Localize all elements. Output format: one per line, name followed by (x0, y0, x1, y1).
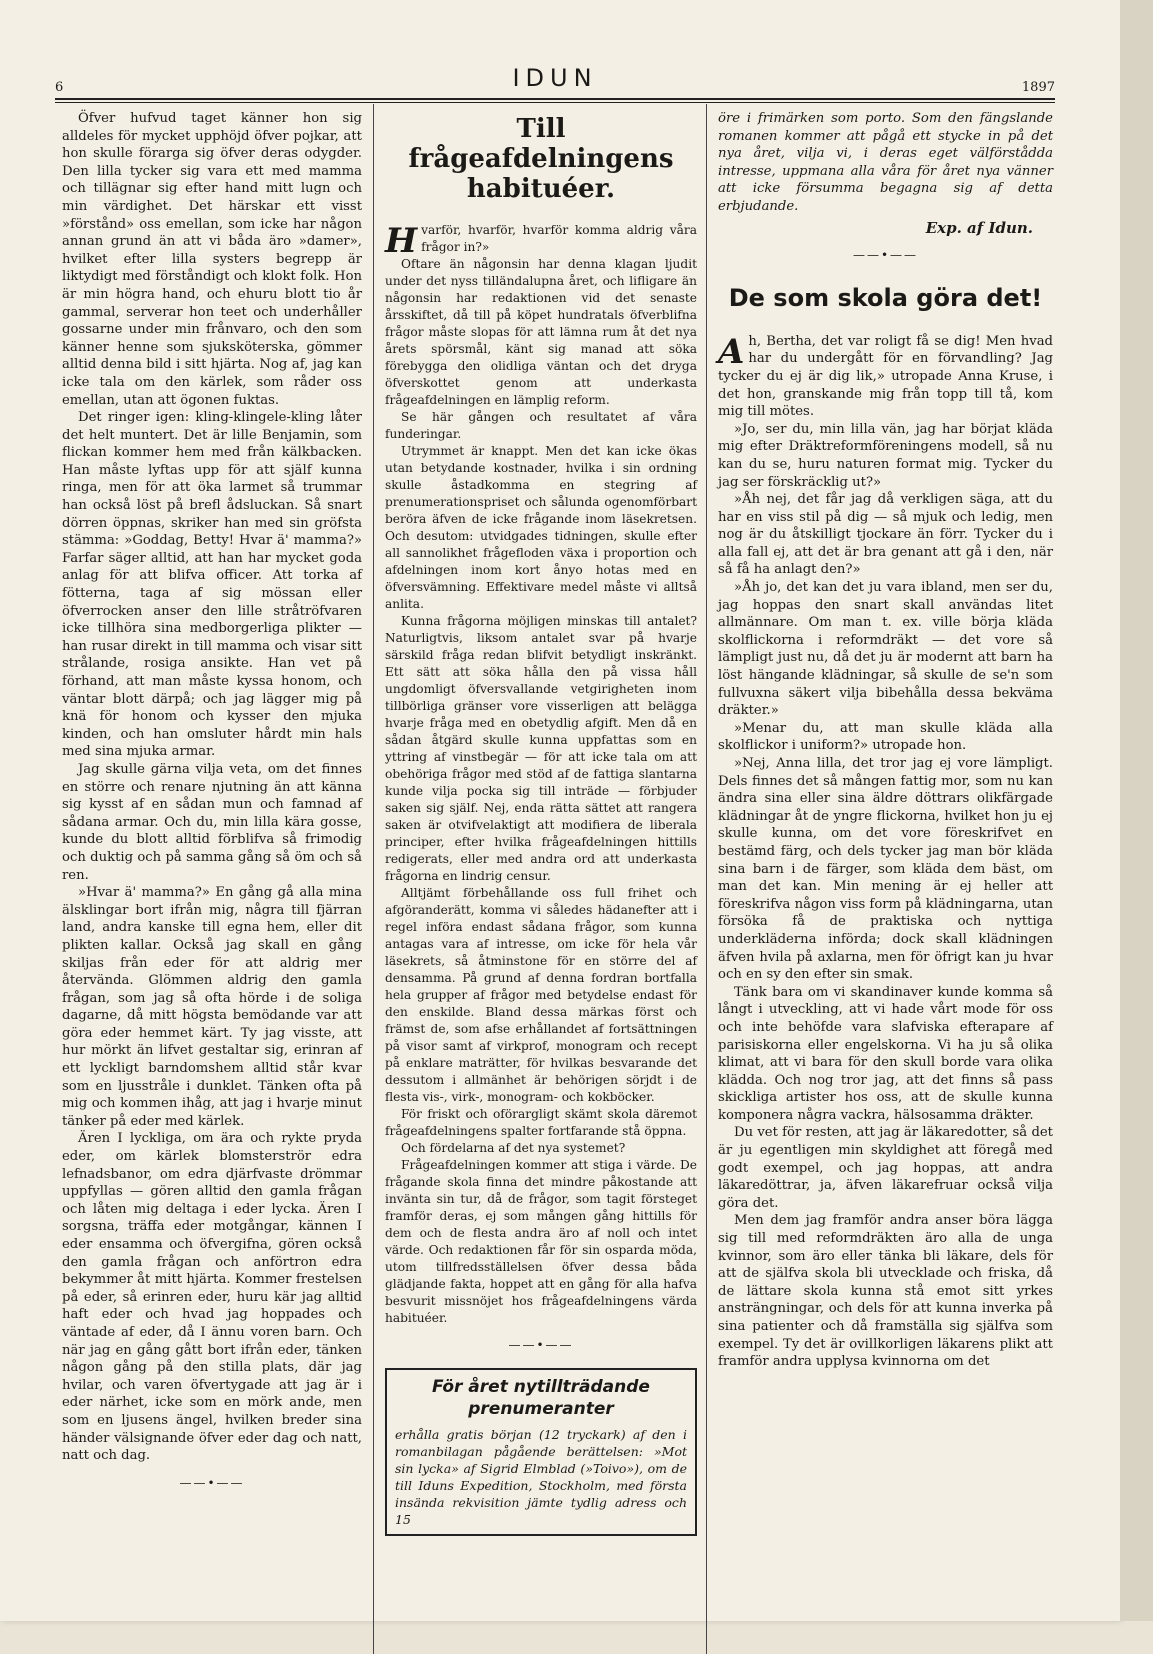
paragraph: Du vet för resten, att jag är läkaredotter, så det är ju egentligen min skyldighet att föregå med godt exempel, och jag hoppas, att andra läkaredöttrar, ja, äfven läkarefruar också vilja göra det. (718, 1125, 1053, 1211)
paragraph: Öfver hufvud taget känner hon sig alldeles för mycket upphöjd öfver pojkar, att hon skulle förarga sig öfver deras odygder. Den lilla tycker sig vara ett med mamma och tillägnar sig efter hand mitt lugn och min värdighet. Det härskar ett visst »förstånd» oss emellan, som icke har någon annan grund än att vi båda äro »damer», hvilket efter lilla systers begrepp är liktydigt med förståndigt och klokt folk. Hon är min högra hand, och ehuru blott tio år gammal, serverar hon teet och underhåller gossarne under min frånvaro, och den som känner henne som sjuksköterska, gömmer alltid denna bild i sitt hjärta. Nog af, jag kan icke tala om den kärlek, som råder oss emellan, utan att ögonen fuktas. (62, 111, 362, 408)
page-number: 6 (55, 80, 64, 95)
paragraph: Men dem jag framför andra anser böra lägga sig till med reformdräkten äro alla de unga kvinnor, som äro eller tänka bli läkare, dels för att de själfva skola bli utvecklade och friska, då de lättare skola kunna stå emot sitt yrkes ansträngningar, och dels för att kunna inverka på sina patienter och då framställa sig själfva som exempel. Ty det är ovillkorligen läkarens plikt att framför andra upplysa kvinnorna om det (718, 1213, 1053, 1370)
paragraph: Och fördelarna af det nya systemet? (401, 1141, 626, 1155)
paragraph: För friskt och oförargligt skämt skola däremot frågeafdelningens spalter fortfarande stå öppna. (385, 1107, 697, 1138)
paragraph: Frågeafdelningen kommer att stiga i värde. De frågande skola finna det mindre påkostande att invänta sin tur, då de frågor, som tagit försteget framför deras, ej som mången gång hittills för dem och de flesta andra äro af noll och intet värde. Och redaktionen får för sin ospardа möda, utom tillfredsställelsen öfver dessa båda glädjande fakta, hoppet att en gång för alla hafva besvurit missnöjet hos frågeafdelningens värda habituéer. (385, 1158, 697, 1325)
section-ornament: ——•—— (852, 248, 919, 263)
paragraph: Ah, Bertha, det var roligt få se dig! Men hvad har du undergått för en förvandling? Jag tycker du ej är dig lik,» utropade Anna Kruse, i det hon, granskande mig från topp till tå, kom mig till mötes. (718, 331, 1053, 420)
paragraph: Det ringer igen: kling-klingele-kling låter det helt muntert. Det är lille Benjamin, som flickan kommer hem med från kälkbacken. Han måste lyftas upp för att själf kunna ringa, men för att öka larmet så trummar han också löst på brefl ådsluckan. Så snart dörren öppnas, skriker han med sin gröfsta stämma: »Goddag, Betty! Hvar ä' mamma?» Farfar säger alltid, att han har mycket goda anlag för att blifva officer. Att torka af fötterna, taga af sig mössan eller öfverrocken anser den lille stråtröfvaren icke tillhöra sina medborgerliga plikter — han rusar direkt in till mamma och visar sitt strålande, rosiga ansikte. Han vet på förhand, att man måste kyssa honom, och väntar blott därpå; och jag lägger mig på knä för honom och kysser den mjuka kinden, och han omsluter hårdt min hals med sina mjuka armar. (62, 410, 362, 760)
header-rule (55, 98, 1055, 100)
drop-cap: A (718, 331, 745, 372)
offer-text: erhålla gratis början (12 tryckark) af den i romanbilagan pågående berättelsen: »Mot sin lycka» af Sigrid Elmblad (»Toivo»), om de till Iduns Expedition, Stockholm, med första insända rekvisition jämte tydlig adress och 15 (395, 1427, 687, 1527)
column-2 (385, 110, 697, 1536)
signature: Exp. af Idun. (925, 218, 1033, 237)
paragraph: »Åh jo, det kan det ju vara ibland, men ser du, jag hoppas den snart skall användas litet allmännare. Om man t. ex. ville börja kläda skolflickorna i reformdräkt — det vore så lämpligt just nu, då det ju är modernt att barn ha löst hängande klädningar, så skulle de se'n som fullvuxna säkert vilja bibehålla dessa bekväma dräkter.» (718, 580, 1053, 719)
paragraph: Oftare än någonsin har denna klagan ljudit under det nyss tilländalupna året, och lifligare än någonsin har redaktionen vid det senaste årsskiftet, då till på köpet hundratals öfverblifna frågor måste slopas för att lämna rum åt det nya årets spörsmål, känt sig manad att söka förebygga den olidliga väntan och det dryga öfverskottet genom att underkasta frågeafdelningen en lämplig reform. (385, 257, 697, 407)
paragraph: Tänk bara om vi skandinaver kunde komma så långt i utveckling, att vi hade vårt mode för oss och inte behöfde vara slafviska efterapare af parisiskorna eller engelskorna. Vi ha ju så olika klimat, att vi bara för den skull borde vara olika klädda. Och nog tror jag, att det finns så pass skickliga artister hos oss, att de skulle kunna komponera några vackra, hälsosamma dräkter. (718, 984, 1053, 1123)
article-heading: De som skola göra det! (728, 283, 1043, 312)
paragraph: »Åh nej, det får jag då verkligen säga, att du har en viss stil på dig — så mjuk och ledig, men nog är du åtskilligt tjockare än förr. Tycker du i alla fall ej, att det är bra genant att gå i den, när så få ha anlagt den?» (718, 492, 1053, 578)
year: 1897 (1021, 80, 1055, 95)
paragraph: Ären I lyckliga, om ära och rykte pryda eder, om kärlek blomsterströr edra lefnadsbanor, om edra djärfvaste drömmar uppfyllas — gören alltid den gamla frågan och låten mig deltaga i eder lycka. Ären I sorgsna, träffa eder motgångar, kännen I eder ensamma och öfvergifna, gören också den gamla frågan och anförtron edra bekymmer åt mitt hjärta. Kommer frestelsen på eder, så erinren eder, huru kär jag alltid haft eder och hvad jag hoppades och väntade af eder, då I ännu voren barn. Och när jag en gång gått bort ifrån eder, tänken någon gång på den stilla plats, där jag hvilar, och varen öfvertygade att jag är i eder närhet, icke som en mörk ande, men som en ljusens ängel, hvilken breder sina händer välsignande öfver eder dag och natt, natt och dag. (62, 1131, 362, 1464)
section-ornament: ——•—— (508, 1338, 574, 1352)
paragraph: »Menar du, att man skulle kläda alla skolflickor i uniform?» utropade hon. (718, 720, 1053, 754)
paragraph: Kunna frågorna möjligen minskas till antalet? Naturligtvis, liksom antalet svar på hvarje särskild fråga redan blifvit betydligt inskränkt. Ett sätt att söka hålla den på vissa håll ungdomligt öfversvallande vetgirigheten inom tillbörliga gränser vore visserligen att belägga hvarje fråga med en obetydlig afgift. Men då en sådan åtgärd skulle kunna uppfattas som en yttring af vinstbegär — för att icke tala om att obehöriga frågor med stöd af de fattiga slantarna kunde vilja pocka sig till inträde — förbjuder saken sig själf. Nej, enda rätta sättet att rangera saken är otvifvelaktigt att modifiera de liberala principer, efter hvilka frågeafdelningen hittills redigerats, eller med andra ord att underkasta frågorna en lindrig censur. (385, 614, 697, 883)
offer-heading: För året nytillträdande prenumeranter (432, 1377, 650, 1419)
subscriber-offer-box (385, 1368, 697, 1536)
section-ornament: ——•—— (179, 1475, 245, 1490)
paragraph: Jag skulle gärna vilja veta, om det finnes en större och renare njutning än att känna sig kysst af en sådan mun och famnad af sådana armar. Och du, min lilla kära gosse, kunde du blott alltid förblifva så frimodig och duktig och på samma gång så öm och så ren. (62, 761, 362, 883)
paragraph: Alltjämt förbehållande oss full frihet och afgöranderätt, komma vi således hädanefter att i regel införa endast sådana frågor, som kunna antagas vara af intresse, om icke för hela vår läsekrets, så åtminstone för en större del af densamma. På grund af denna fordran bortfalla hela grupper af frågor med betydelse endast för den enskilde. Bland dessa märkas först och främst de, som afse erhållandet af fortsättningen på visor samt af virkprof, monogram och recept på enklare maträtter, för hvilkas besvarande det dessutom i allmänhet är behörigen sörjdt i de flesta vis-, virk-, monogram- och kokböcker. (385, 886, 697, 1104)
column-3 (718, 110, 1053, 1371)
page-header (55, 62, 1055, 102)
header-rule-thin (55, 102, 1055, 103)
column-1 (62, 110, 362, 1502)
offer-continuation: öre i frimärken som porto. Som den fängslande romanen kommer att pågå ett stycke in på det nya året, vilja vi, i deras eget välförstådda intresse, uppmana alla våra för året nya vänner att icke försumma begagna sig af detta erbjudande. (718, 111, 1053, 214)
page-edge (1120, 0, 1153, 1621)
article-heading: Till frågeafdelningens habituéer. (408, 114, 674, 204)
paragraph: »Nej, Anna lilla, det tror jag ej vore lämpligt. Dels finnes det så mången fattig mor, som nu kan ändra sina eller sina äldre döttrars olikfärgade klädningar åt de yngre flickorna, hvilket hon ju ej skulle kunna, om det vore föreskrifvet en bestämd färg, och dels tycker jag man bör kläda sina barn i de färger, som kläda dem bäst, om man det kan. Min mening är ej heller att föreskrifva någon viss form på klädningarna, utan försöka få de praktiska och nyttiga underkläderna införda; dock skall klädningen äfven hvila på axlarna, men för öfrigt kan ju hvar och en sy den efter sin smak. (718, 756, 1053, 983)
paragraph: »Hvar ä' mamma?» En gång gå alla mina älsklingar bort ifrån mig, några till fjärran land, andra kanske till egna hem, eller dit plikten kallar. Också jag skall en gång skiljas från eder för att aldrig mer återvända. Glömmen aldrig den gamla frågan, som jag så ofta hörde i de soliga dagarne, då mitt högsta bemödande var att göra eder hemmet kärt. Ty jag visste, att hur mörkt än lifvet gestaltar sig, erinran af ett lyckligt barndomshem alltid står kvar som en ljusstråle i dunklet. Tänken ofta på mig och kommen ihåg, att jag i hvarje minut tänker på eder med kärlek. (62, 885, 362, 1129)
drop-cap: H (385, 221, 418, 261)
magazine-title: IDUN (512, 64, 598, 92)
column-divider (373, 104, 374, 1654)
paragraph: Se här gången och resultatet af våra funderingar. (385, 410, 697, 441)
paragraph: Utrymmet är knappt. Men det kan icke ökas utan betydande kostnader, hvilka i sin ordning skulle åstadkomma en stegring af prenumerationspriset och sålunda ogenomförbart beröra äfven de icke frågande inom läsekretsen. Och desutom: utvidgades tidningen, skulle efter all sannolikhet frågefloden växa i proportion och afdelningen inom kort ånyo hotas med en öfversvämning. Effektivare medel måste vi alltså anlita. (385, 444, 697, 611)
paragraph: Hvarför, hvarför, hvarför komma aldrig våra frågor in?» (385, 221, 697, 261)
paragraph: »Jo, ser du, min lilla vän, jag har börjat kläda mig efter Dräktreformföreningens modell, så nu kan du se, huru naturen format mig. Tycker du jag ser förskräcklig ut?» (718, 421, 1053, 490)
column-divider (706, 104, 707, 1654)
